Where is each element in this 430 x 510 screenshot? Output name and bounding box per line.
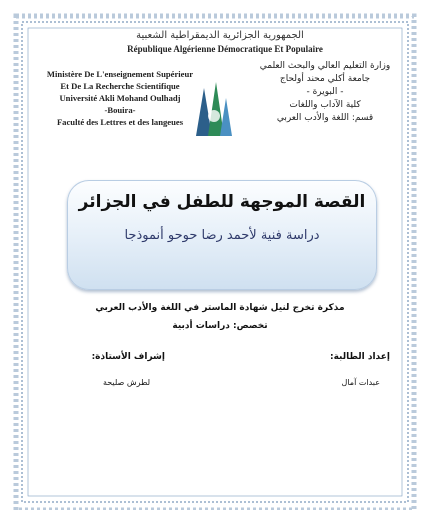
memo-statement: مذكرة تخرج لنيل شهادة الماستر في اللغة والأدب العربي [95,303,345,313]
student-label: إعداد الطالبة: [330,352,390,362]
french-republic-header: République Algérienne Démocratique Et Populaire [127,44,323,54]
thesis-title: القصة الموجهة للطفل في الجزائر [78,192,366,212]
specialization: تخصص: دراسات أدبية [172,321,268,331]
french-university-line: Université Akli Mohand Oulhadj [59,93,181,103]
french-ministry-line: Ministère De L'enseignement Supérieur [46,69,194,79]
arabic-ministry-line: وزارة التعليم العالي والبحث العلمي [259,61,391,71]
french-city-line: -Bouira- [104,105,136,115]
french-institution-block [40,68,200,128]
student-name: عبدات آمال [341,378,380,387]
arabic-institution-block [250,60,400,125]
supervisor-label: إشراف الأستاذة: [91,352,165,362]
arabic-republic-header: الجمهورية الجزائرية الديمقراطية الشعبية [136,30,304,41]
arabic-department-line: قسم: اللغة والأدب العربي [276,113,374,123]
supervisor-name: لطرش صليحة [102,378,150,387]
arabic-university-line: جامعة أكلي محند أولحاج [279,74,371,84]
university-logo-icon [190,78,238,140]
thesis-subtitle: دراسة فنية لأحمد رضا حوحو أنموذجا [124,228,320,243]
arabic-city-line: - البويرة - [306,87,344,97]
french-research-line: Et De La Recherche Scientifique [60,81,180,91]
arabic-faculty-line: كلية الآداب واللغات [289,100,361,110]
french-faculty-line: Faculté des Lettres et des langeues [56,117,184,127]
